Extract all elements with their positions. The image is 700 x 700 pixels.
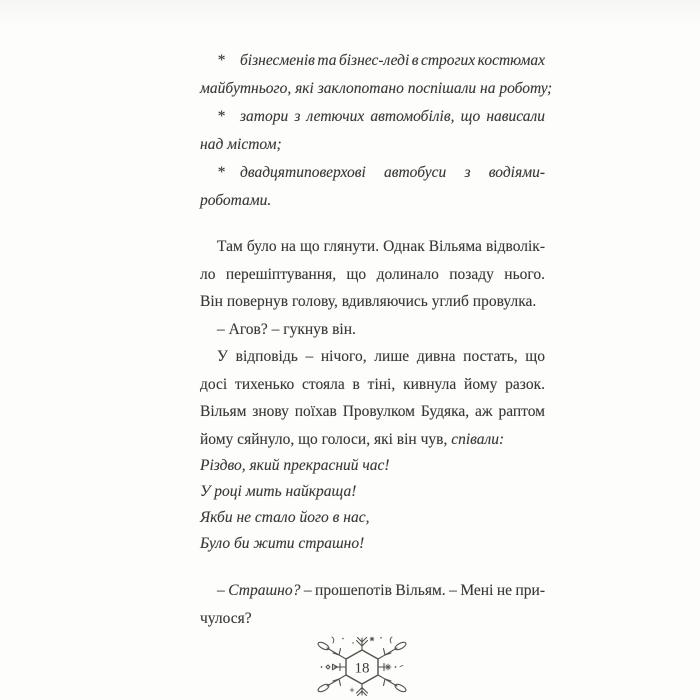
list-item-first-line	[200, 159, 545, 187]
text-line	[200, 453, 545, 479]
text-run: співали:	[451, 430, 505, 448]
text-line	[200, 398, 545, 426]
text-line	[200, 187, 545, 215]
text-run: Вільям знову поїхав Провулком Будяка, аж раптом	[200, 403, 545, 420]
asterisk-bullet: *	[217, 52, 225, 69]
text-line	[200, 288, 545, 316]
text-run: –	[217, 582, 229, 599]
list-item-text: бізнесменів та бізнес-леді в строгих костюмах	[240, 52, 545, 69]
list-item-first-line	[200, 47, 545, 75]
text-line	[200, 505, 545, 531]
text-line	[200, 479, 545, 505]
text-line	[200, 426, 545, 454]
page-number: 18	[354, 660, 370, 677]
closing-paragraph	[200, 577, 545, 632]
text-line	[200, 316, 545, 344]
text-run: майбутнього, які заклопотано поспішали на роботу;	[200, 80, 553, 97]
text-line	[200, 261, 545, 289]
text-run: – Агов? – гукнув він.	[217, 320, 356, 338]
list-item-first-line	[200, 103, 545, 131]
text-run: Якби не стало його в нас,	[200, 509, 370, 526]
list-item-text: затори з летючих автомобілів, що нависали	[240, 108, 545, 125]
text-column	[200, 47, 553, 632]
text-line	[200, 75, 553, 103]
text-run: над містом;	[200, 136, 282, 153]
text-line	[200, 531, 545, 557]
snowflake-icon	[312, 634, 412, 698]
text-run: У відповідь – нічого, лише дивна постать, що	[217, 348, 545, 365]
text-run: ло перешіптування, що долинало позаду нього.	[200, 265, 545, 283]
text-run: У році мить найкраща!	[200, 483, 357, 500]
text-run: Страшно?	[228, 582, 301, 599]
text-line	[200, 577, 545, 605]
text-run: Було би жити страшно!	[200, 535, 365, 552]
list-item-text: двадцятиповерхові автобуси з водіями-	[240, 164, 545, 181]
text-run: йому сяйнуло, що голоси, які він чув,	[200, 430, 452, 448]
text-line	[200, 131, 545, 159]
text-line	[200, 605, 545, 633]
asterisk-bullet: *	[217, 108, 225, 125]
narrative-paragraphs	[200, 233, 545, 453]
carol-verse	[200, 453, 545, 557]
futuristic-sights-list	[200, 47, 553, 215]
text-run: Там було на що глянути. Однак Вільяма відволік-	[217, 238, 545, 255]
text-run: Різдво, який прекрасний час!	[200, 457, 390, 474]
text-run: досі тихенько стояла в тіні, кивнула йому разок.	[200, 375, 545, 393]
asterisk-bullet: *	[217, 164, 225, 181]
text-run: Він повернув голову, вдивляючись углиб провулка.	[200, 293, 537, 310]
text-line	[200, 233, 545, 261]
text-line	[200, 343, 545, 371]
text-run: чулося?	[200, 609, 252, 627]
text-line	[200, 371, 545, 399]
text-run: роботами.	[200, 192, 272, 209]
text-run: – прошепотів Вільям. – Мені не при-	[300, 582, 545, 599]
page-footer-ornament	[312, 634, 412, 698]
